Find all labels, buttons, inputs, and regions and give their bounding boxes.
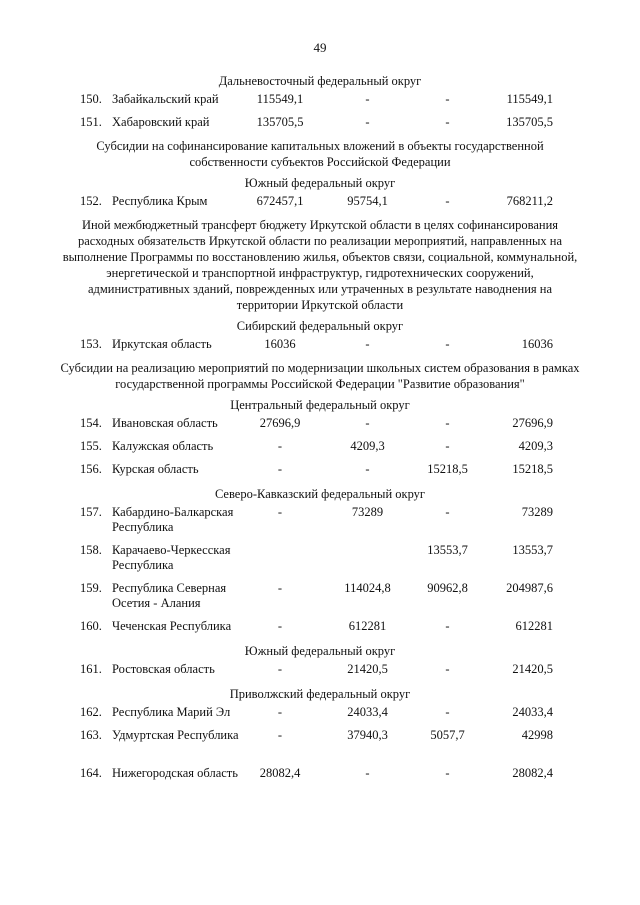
region-name: Хабаровский край	[112, 115, 210, 129]
value-col-3: -	[445, 194, 450, 208]
value-col-3: -	[445, 115, 450, 129]
value-total: 27696,9	[512, 416, 553, 430]
table-row	[0, 581, 640, 615]
section-description: Субсидии на реализацию мероприятий по модернизации школьных систем образования в рамках государственной программы Российской Федерации "Развитие образования"	[60, 361, 580, 391]
row-number: 153.	[80, 337, 102, 351]
value-total: 4209,3	[518, 439, 553, 453]
table-row	[0, 705, 640, 724]
row-number: 164.	[80, 766, 102, 780]
section-description: Субсидии на софинансирование капитальных вложений в объекты государственной собственности субъектов Российской Федерации	[96, 139, 544, 169]
value-col-2: 37940,3	[347, 728, 388, 742]
value-total: 73289	[521, 505, 553, 519]
value-col-2: 612281	[348, 619, 387, 633]
value-col-1: -	[277, 462, 283, 476]
region-name: Забайкальский край	[112, 92, 219, 106]
row-number: 162.	[80, 705, 102, 719]
table-row	[0, 728, 640, 762]
value-col-3: -	[445, 662, 450, 676]
table-row	[0, 92, 640, 111]
value-col-1: -	[277, 662, 283, 676]
value-col-2: -	[365, 115, 370, 129]
value-total: 135705,5	[506, 115, 553, 129]
value-total: 42998	[521, 728, 553, 742]
value-col-1: 135705,5	[256, 115, 304, 129]
district-heading: Южный федеральный округ	[244, 644, 396, 658]
value-col-3: 90962,8	[427, 581, 468, 595]
region-name: Ивановская область	[112, 416, 218, 430]
row-number: 156.	[80, 462, 102, 476]
value-col-2: -	[365, 92, 370, 106]
row-number: 155.	[80, 439, 102, 453]
row-number: 163.	[80, 728, 102, 742]
district-heading: Центральный федеральный округ	[230, 398, 410, 412]
row-number: 151.	[80, 115, 102, 129]
value-col-2: -	[365, 416, 370, 430]
row-number: 150.	[80, 92, 102, 106]
table-row	[0, 462, 640, 481]
region-name: Ростовская область	[112, 662, 215, 676]
district-heading: Северо-Кавказский федеральный округ	[214, 487, 426, 501]
district-heading: Сибирский федеральный округ	[236, 319, 404, 333]
region-name: Нижегородская область	[112, 766, 238, 780]
region-name: Курская область	[112, 462, 199, 476]
document-body	[0, 70, 640, 804]
table-row	[0, 505, 640, 539]
value-total: 28082,4	[512, 766, 553, 780]
value-col-3: -	[445, 92, 450, 106]
region-name: Республика Северная Осетия - Алания	[112, 581, 227, 610]
region-name: Калужская область	[112, 439, 214, 453]
table-row	[0, 619, 640, 638]
value-col-2: -	[365, 766, 370, 780]
value-col-2: -	[365, 337, 370, 351]
value-col-3: -	[445, 619, 450, 633]
value-col-1: -	[277, 439, 283, 453]
value-col-2: 95754,1	[347, 194, 388, 208]
value-col-1: -	[277, 705, 283, 719]
value-col-1: 27696,9	[259, 416, 301, 430]
value-col-3: -	[445, 705, 450, 719]
row-number: 154.	[80, 416, 102, 430]
table-row	[0, 766, 640, 800]
value-col-3: -	[445, 416, 450, 430]
value-col-2: 24033,4	[347, 705, 388, 719]
region-name: Удмуртская Республика	[112, 728, 239, 742]
value-col-3: -	[445, 505, 450, 519]
row-number: 157.	[80, 505, 102, 519]
value-total: 204987,6	[506, 581, 553, 595]
value-col-2: 114024,8	[344, 581, 391, 595]
region-name: Республика Крым	[112, 194, 208, 208]
table-row	[0, 337, 640, 356]
value-col-1: 115549,1	[256, 92, 304, 106]
value-col-1: 28082,4	[259, 766, 301, 780]
row-number: 160.	[80, 619, 102, 633]
region-name: Чеченская Республика	[112, 619, 232, 633]
value-col-2: 4209,3	[350, 439, 385, 453]
region-name: Иркутская область	[112, 337, 212, 351]
region-name: Кабардино-Балкарская Республика	[112, 505, 234, 534]
table-row	[0, 194, 640, 213]
value-col-1: -	[277, 581, 283, 595]
value-col-3: -	[445, 766, 450, 780]
value-total: 13553,7	[512, 543, 553, 557]
value-total: 15218,5	[512, 462, 553, 476]
value-col-3: 13553,7	[427, 543, 468, 557]
row-number: 152.	[80, 194, 102, 208]
value-col-3: -	[445, 337, 450, 351]
district-heading: Приволжский федеральный округ	[229, 687, 411, 701]
table-row	[0, 439, 640, 458]
value-col-1: 672457,1	[256, 194, 304, 208]
value-col-1: -	[277, 505, 283, 519]
region-name: Республика Марий Эл	[112, 705, 231, 719]
value-total: 24033,4	[512, 705, 553, 719]
value-col-3: 15218,5	[427, 462, 468, 476]
district-heading: Дальневосточный федеральный округ	[218, 74, 422, 88]
value-col-3: -	[445, 439, 450, 453]
district-heading: Южный федеральный округ	[244, 176, 396, 190]
table-row	[0, 115, 640, 134]
value-col-3: 5057,7	[430, 728, 465, 742]
page-number: 49	[313, 40, 327, 55]
section-description: Иной межбюджетный трансферт бюджету Иркутской области в целях софинансирования расходных обязательств Иркутской области по реализации мероприятий, направленных на выполнение Программы по восстановлению жилья, объектов связи, социальной, коммунальной, энергетической и транспортной инфраструктур, гидротехнических сооружений, административных зданий, поврежденных или утраченных в результате наводнения на территории Иркутской области	[62, 218, 578, 312]
value-col-2: 73289	[351, 505, 384, 519]
value-total: 768211,2	[506, 194, 553, 208]
table-row	[0, 416, 640, 435]
value-col-1: 16036	[264, 337, 296, 351]
row-number: 159.	[80, 581, 102, 595]
region-name: Карачаево-Черкесская Республика	[112, 543, 231, 572]
value-col-2: 21420,5	[347, 662, 388, 676]
table-row	[0, 662, 640, 681]
value-col-1: -	[277, 728, 283, 742]
value-col-2: -	[365, 462, 370, 476]
table-row	[0, 543, 640, 577]
row-number: 158.	[80, 543, 102, 557]
value-total: 21420,5	[512, 662, 553, 676]
value-total: 115549,1	[506, 92, 553, 106]
value-total: 612281	[515, 619, 553, 633]
row-number: 161.	[80, 662, 102, 676]
value-total: 16036	[521, 337, 553, 351]
value-col-1: -	[277, 619, 283, 633]
